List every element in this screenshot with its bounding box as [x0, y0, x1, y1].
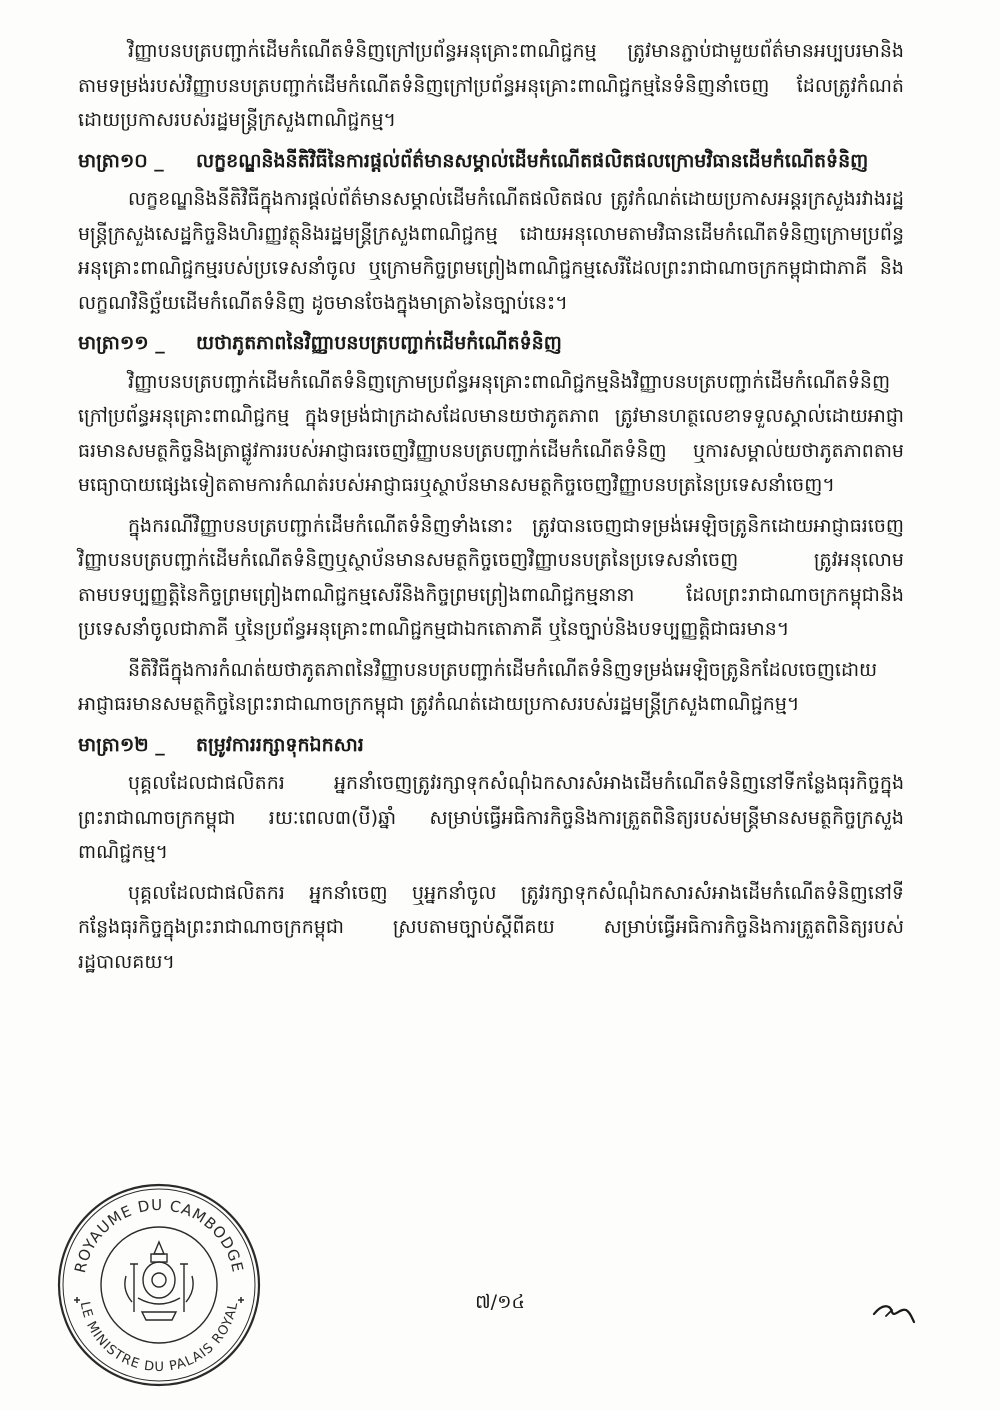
article-title: លក្ខខណ្ឌនិងនីតិវិធីនៃការផ្តល់ព័ត៌មានសម្គាល់ដើមកំណើតផលិតផលក្រោមវិធានដើមកំណើតទំនិញ [196, 149, 869, 172]
article-title: យថាភូតភាពនៃវិញ្ញាបនបត្របញ្ជាក់ដើមកំណើតទំនិញ [196, 332, 562, 354]
article-11-paragraph-1: វិញ្ញាបនបត្របញ្ជាក់ដើមកំណើតទំនិញក្រោមប្រព័ន្ធអនុគ្រោះពាណិជ្ជកម្មនិងវិញ្ញាបនបត្របញ្ជាក់ដើមកំណើតទំនិញក្រៅប្រព័ន្ធអនុគ្រោះពាណិជ្ជកម្ម ក្នុងទម្រង់ជាក្រដាសដែលមានយថាភូតភាព ត្រូវមានហត្ថលេខាទទួលស្គាល់ដោយអាជ្ញាធរមានសមត្ថកិច្ចនិងត្រាផ្លូវការរបស់អាជ្ញាធរចេញវិញ្ញាបនបត្របញ្ជាក់ដើមកំណើតទំនិញ ឬការសម្គាល់យថាភូតភាពតាមមធ្យោបាយផ្សេងទៀតតាមការកំណត់របស់អាជ្ញាធរឬស្ថាប័នមានសមត្ថកិច្ចចេញវិញ្ញាបនបត្រនៃប្រទេសនាំចេញ។ [78, 370, 904, 496]
seal-top-text: ROYAUME DU CAMBODGE [71, 1195, 247, 1275]
article-12-heading [78, 728, 904, 763]
article-12-paragraph-2: បុគ្គលដែលជាផលិតករ អ្នកនាំចេញ ឬអ្នកនាំចូល ត្រូវរក្សាទុកសំណុំឯកសារសំអាងដើមកំណើតទំនិញនៅទីកន្លែងធុរកិច្ចក្នុងព្រះរាជាណាចក្រកម្ពុជា ស្របតាមច្បាប់ស្តីពីគយ សម្រាប់ធ្វើអធិការកិច្ចនិងការត្រួតពិនិត្យរបស់រដ្ឋបាលគយ។ [78, 881, 904, 973]
article-number: មាត្រា១២ _ [78, 733, 165, 756]
royal-seal-stamp [54, 1180, 264, 1390]
article-10-heading [78, 144, 904, 179]
document-body [78, 34, 904, 985]
article-number: មាត្រា១១ _ [78, 332, 165, 354]
article-10-paragraph-1: លក្ខខណ្ឌនិងនីតិវិធីក្នុងការផ្តល់ព័ត៌មានសម្គាល់ដើមកំណើតផលិតផល ត្រូវកំណត់ដោយប្រកាសអន្តរក្រសួងរវាងរដ្ឋមន្ត្រីក្រសួងសេដ្ឋកិច្ចនិងហិរញ្ញវត្ថុនិងរដ្ឋមន្ត្រីក្រសួងពាណិជ្ជកម្ម ដោយអនុលោមតាមវិធានដើមកំណើតទំនិញក្រោមប្រព័ន្ធអនុគ្រោះពាណិជ្ជកម្មរបស់ប្រទេសនាំចូល ឬក្រោមកិច្ចព្រមព្រៀងពាណិជ្ជកម្មសេរីដែលព្រះរាជាណាចក្រកម្ពុជាជាភាគី និងលក្ខណវិនិច្ឆ័យដើមកំណើតទំនិញ ដូចមានចែងក្នុងមាត្រា៦នៃច្បាប់នេះ។ [78, 188, 904, 314]
article-number: មាត្រា១០ _ [78, 149, 164, 172]
article-11-paragraph-2: ក្នុងករណីវិញ្ញាបនបត្របញ្ជាក់ដើមកំណើតទំនិញទាំងនោះ ត្រូវបានចេញជាទម្រង់អេឡិចត្រូនិកដោយអាជ្ញាធរចេញវិញ្ញាបនបត្របញ្ជាក់ដើមកំណើតទំនិញឬស្ថាប័នមានសមត្ថកិច្ចចេញវិញ្ញាបនបត្រនៃប្រទេសនាំចេញ ត្រូវអនុលោមតាមបទប្បញ្ញត្តិនៃកិច្ចព្រមព្រៀងពាណិជ្ជកម្មសេរីនិងកិច្ចព្រមព្រៀងពាណិជ្ជកម្មនានា ដែលព្រះរាជាណាចក្រកម្ពុជានិងប្រទេសនាំចូលជាភាគី ឬនៃប្រព័ន្ធអនុគ្រោះពាណិជ្ជកម្មជាឯកតោភាគី ឬនៃច្បាប់និងបទប្បញ្ញត្តិជាធរមាន។ [78, 514, 904, 640]
intro-paragraph: វិញ្ញាបនបត្របញ្ជាក់ដើមកំណើតទំនិញក្រៅប្រព័ន្ធអនុគ្រោះពាណិជ្ជកម្ម ត្រូវមានភ្ជាប់ជាមួយព័ត៌មានអប្បបរមានិងតាមទម្រង់របស់វិញ្ញាបនបត្របញ្ជាក់ដើមកំណើតទំនិញក្រៅប្រព័ន្ធអនុគ្រោះពាណិជ្ជកម្មនៃទំនិញនាំចេញ ដែលត្រូវកំណត់ដោយប្រកាសរបស់រដ្ឋមន្ត្រីក្រសួងពាណិជ្ជកម្ម។ [78, 40, 904, 131]
article-11-paragraph-3: នីតិវិធីក្នុងការកំណត់យថាភូតភាពនៃវិញ្ញាបនបត្របញ្ជាក់ដើមកំណើតទំនិញទម្រង់អេឡិចត្រូនិកដែលចេញដោយអាជ្ញាធរមានសមត្ថកិច្ចនៃព្រះរាជាណាចក្រកម្ពុជា ត្រូវកំណត់ដោយប្រកាសរបស់រដ្ឋមន្ត្រីក្រសួងពាណិជ្ជកម្ម។ [78, 658, 878, 715]
seal-bottom-text: LE MINISTRE DU PALAIS ROYAL [76, 1300, 242, 1376]
svg-text:ROYAUME DU CAMBODGE [71, 1196, 247, 1275]
page-number: ៧/១៤ [475, 1291, 525, 1313]
article-title: តម្រូវការរក្សាទុកឯកសារ [196, 733, 364, 756]
handwritten-initials-icon [872, 1298, 916, 1328]
article-11-heading [78, 326, 904, 361]
article-12-paragraph-1: បុគ្គលដែលជាផលិតករ អ្នកនាំចេញត្រូវរក្សាទុកសំណុំឯកសារសំអាងដើមកំណើតទំនិញនៅទីកន្លែងធុរកិច្ចក្នុងព្រះរាជាណាចក្រកម្ពុជា រយៈពេល៣(បី)ឆ្នាំ សម្រាប់ធ្វើអធិការកិច្ចនិងការត្រួតពិនិត្យរបស់មន្ត្រីមានសមត្ថកិច្ចក្រសួងពាណិជ្ជកម្ម។ [78, 772, 904, 863]
